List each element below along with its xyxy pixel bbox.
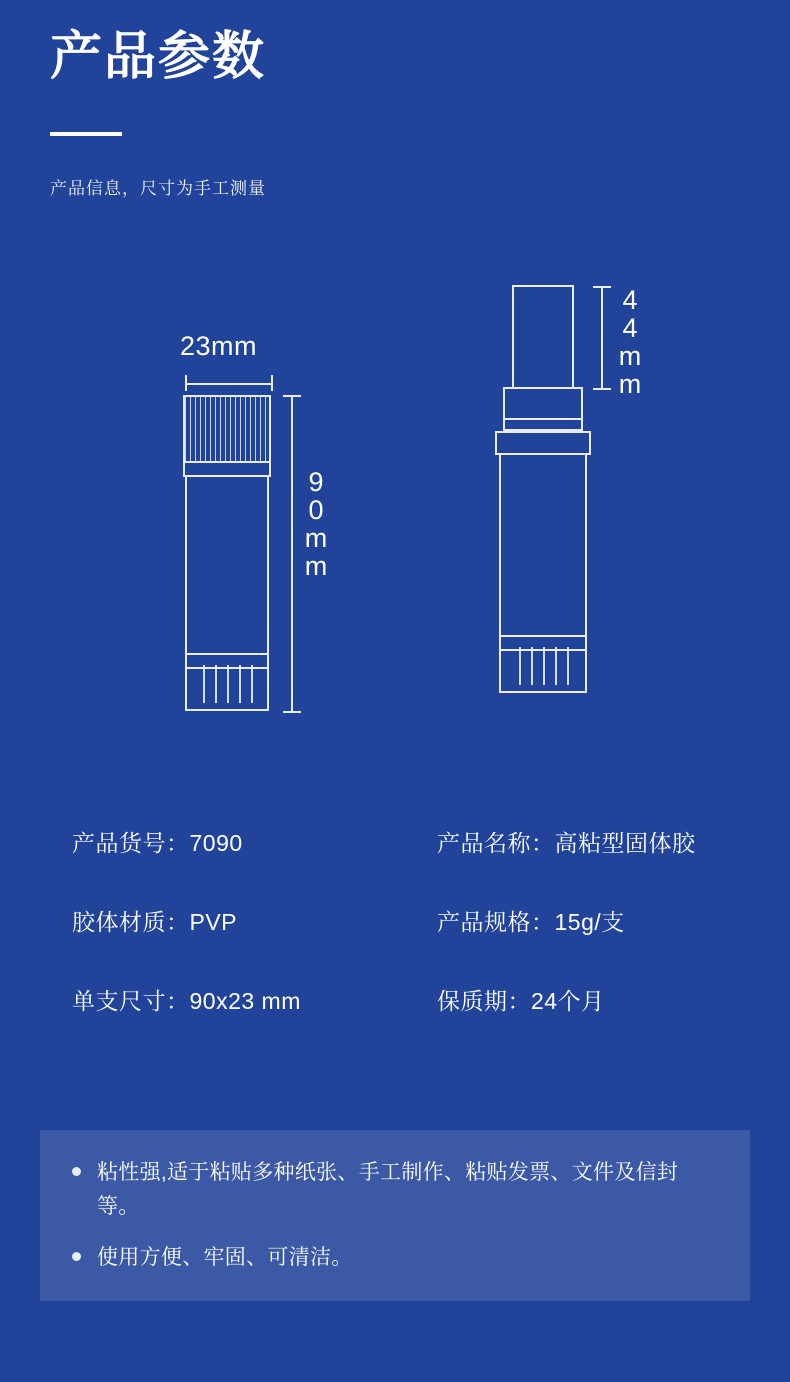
spec-value: 15g/支 (554, 909, 625, 935)
spec-item-product-name (437, 825, 732, 858)
glue-height-dimension-label: 44mm (615, 285, 645, 397)
glue-height-dimension-tick-top (593, 286, 611, 288)
spec-key: 保质期： (437, 988, 531, 1014)
feature-text: 粘性强,适于粘贴多种纸张、手工制作、粘贴发票、文件及信封等。 (97, 1161, 679, 1218)
cap-ribbed (183, 395, 271, 463)
width-dimension-tick-right (271, 375, 273, 391)
spec-value: 高粘型固体胶 (554, 830, 696, 856)
cap-shoulder (183, 463, 271, 477)
spec-key: 胶体材质： (72, 909, 190, 935)
tube-body (185, 477, 269, 669)
spec-item-specification (437, 904, 732, 937)
page-title: 产品参数 (50, 28, 267, 86)
width-dimension-label: 23mm (180, 331, 258, 361)
spec-value: 24个月 (531, 988, 605, 1014)
spec-row (72, 904, 732, 937)
glue-height-dimension-line (601, 286, 603, 390)
width-dimension-line (185, 383, 273, 385)
glue-height-dimension-tick-bottom (593, 388, 611, 390)
spec-item-material (72, 904, 437, 937)
spec-item-shelf-life (437, 983, 732, 1016)
spec-key: 单支尺寸： (72, 988, 190, 1014)
glue-core (512, 285, 574, 387)
title-divider (50, 132, 122, 136)
glue-collar (503, 387, 583, 431)
spec-key: 产品名称： (437, 830, 555, 856)
spec-item-product-code (72, 825, 437, 858)
product-diagram (0, 255, 790, 775)
tube-neck (495, 431, 591, 455)
spec-item-size (72, 983, 437, 1016)
height-dimension-tick-top (283, 395, 301, 397)
collar-seam (503, 418, 583, 420)
width-dimension-tick-left (185, 375, 187, 391)
page-subtitle: 产品信息，尺寸为手工测量 (50, 178, 266, 198)
height-dimension-label: 90mm (301, 467, 331, 579)
features-panel (40, 1130, 750, 1301)
spec-value: PVP (189, 909, 238, 935)
list-item (72, 1241, 720, 1275)
base-ribs (509, 647, 577, 685)
spec-key: 产品规格： (437, 909, 555, 935)
spec-row (72, 983, 732, 1016)
height-dimension-line (291, 395, 293, 713)
feature-text: 使用方便、牢固、可清洁。 (97, 1246, 353, 1270)
height-dimension-tick-bottom (283, 711, 301, 713)
spec-key: 产品货号： (72, 830, 190, 856)
spec-table (72, 825, 732, 1062)
list-item (72, 1156, 720, 1223)
spec-row (72, 825, 732, 858)
base-ribs (193, 665, 261, 703)
tube-body (499, 455, 587, 651)
header (50, 28, 750, 199)
spec-value: 90x23 mm (189, 988, 301, 1014)
bullet-icon (72, 1252, 81, 1261)
bullet-icon (72, 1167, 81, 1176)
spec-value: 7090 (189, 830, 243, 856)
